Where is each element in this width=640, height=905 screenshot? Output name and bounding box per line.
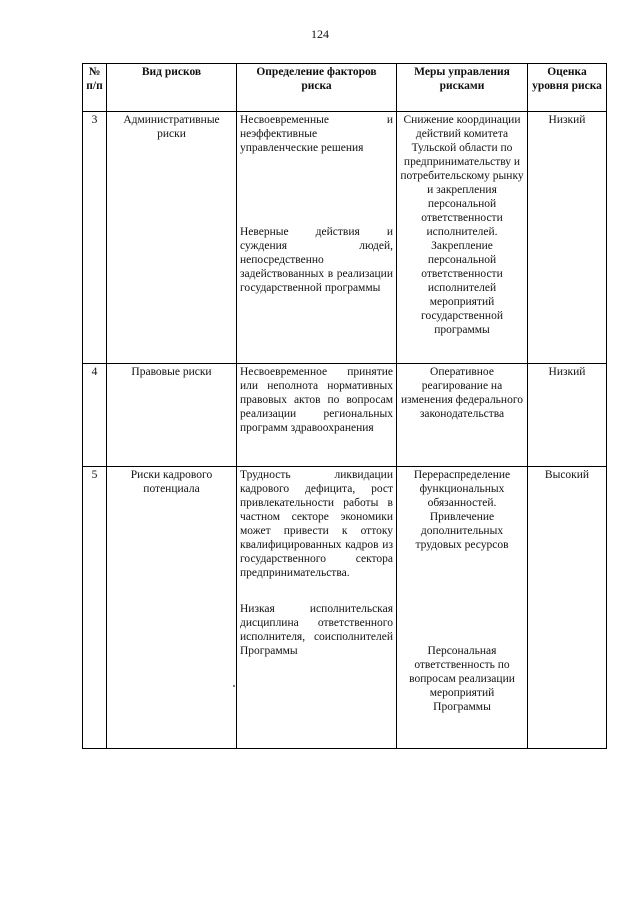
row-factors bbox=[237, 364, 397, 467]
measure-text: Закрепление персональной ответственности исполнителей мероприятий государственной программы bbox=[421, 240, 503, 336]
table-row bbox=[83, 364, 607, 467]
risk-table bbox=[82, 63, 607, 749]
factor-text: Низкая исполнительская дисциплина ответственного исполнителя, соисполнителей Программы bbox=[240, 603, 393, 657]
header-measures: Меры управления рисками bbox=[397, 64, 528, 112]
table-row bbox=[83, 112, 607, 364]
row-level: Высокий bbox=[528, 467, 607, 749]
factor-text: Трудность ликвидации кадрового дефицита, рост привлекательности работы в частном секторе экономики может привести к оттоку квалифицированных кадров из государственного сектора предпринимательства. bbox=[240, 469, 393, 579]
factor-text: Неверные действия и суждения людей, непосредственно задействованных в реализации государственной программы bbox=[240, 226, 393, 294]
factor-text: Несвоевременное принятие или неполнота нормативных правовых актов по вопросам реализации региональных программ здравоохранения bbox=[240, 366, 393, 434]
factor-text: Несвоевременные и неэффективные управленческие решения bbox=[240, 114, 393, 154]
row-factors bbox=[237, 112, 397, 364]
header-num: № п/п bbox=[83, 64, 107, 112]
header-level: Оценка уровня риска bbox=[528, 64, 607, 112]
row-kind: Административные риски bbox=[107, 112, 237, 364]
row-num: 4 bbox=[83, 364, 107, 467]
measure-text: Оперативное реагирование на изменения федерального законодательства bbox=[400, 366, 524, 420]
row-measures bbox=[397, 364, 528, 467]
header-kind: Вид рисков bbox=[107, 64, 237, 112]
row-measures bbox=[397, 112, 528, 364]
table-header-row bbox=[83, 64, 607, 112]
row-num: 5 bbox=[83, 467, 107, 749]
row-factors bbox=[237, 467, 397, 749]
measure-text: Перераспределение функциональных обязанностей. Привлечение дополнительных трудовых ресурсов bbox=[413, 469, 511, 551]
measure-text: Персональная ответственность по вопросам реализации мероприятий Программы bbox=[409, 645, 515, 713]
measure-text: Снижение координации действий комитета Тульской области по предпринимательству и потребительскому рынку и закрепления персональной ответственности исполнителей. bbox=[400, 114, 524, 238]
page-number: 124 bbox=[311, 27, 329, 41]
row-measures bbox=[397, 467, 528, 749]
scan-speck bbox=[233, 685, 235, 687]
row-level: Низкий bbox=[528, 364, 607, 467]
table-row bbox=[83, 467, 607, 749]
row-num: 3 bbox=[83, 112, 107, 364]
row-kind: Правовые риски bbox=[107, 364, 237, 467]
row-kind: Риски кадрового потенциала bbox=[107, 467, 237, 749]
header-factors: Определение факторов риска bbox=[237, 64, 397, 112]
row-level: Низкий bbox=[528, 112, 607, 364]
